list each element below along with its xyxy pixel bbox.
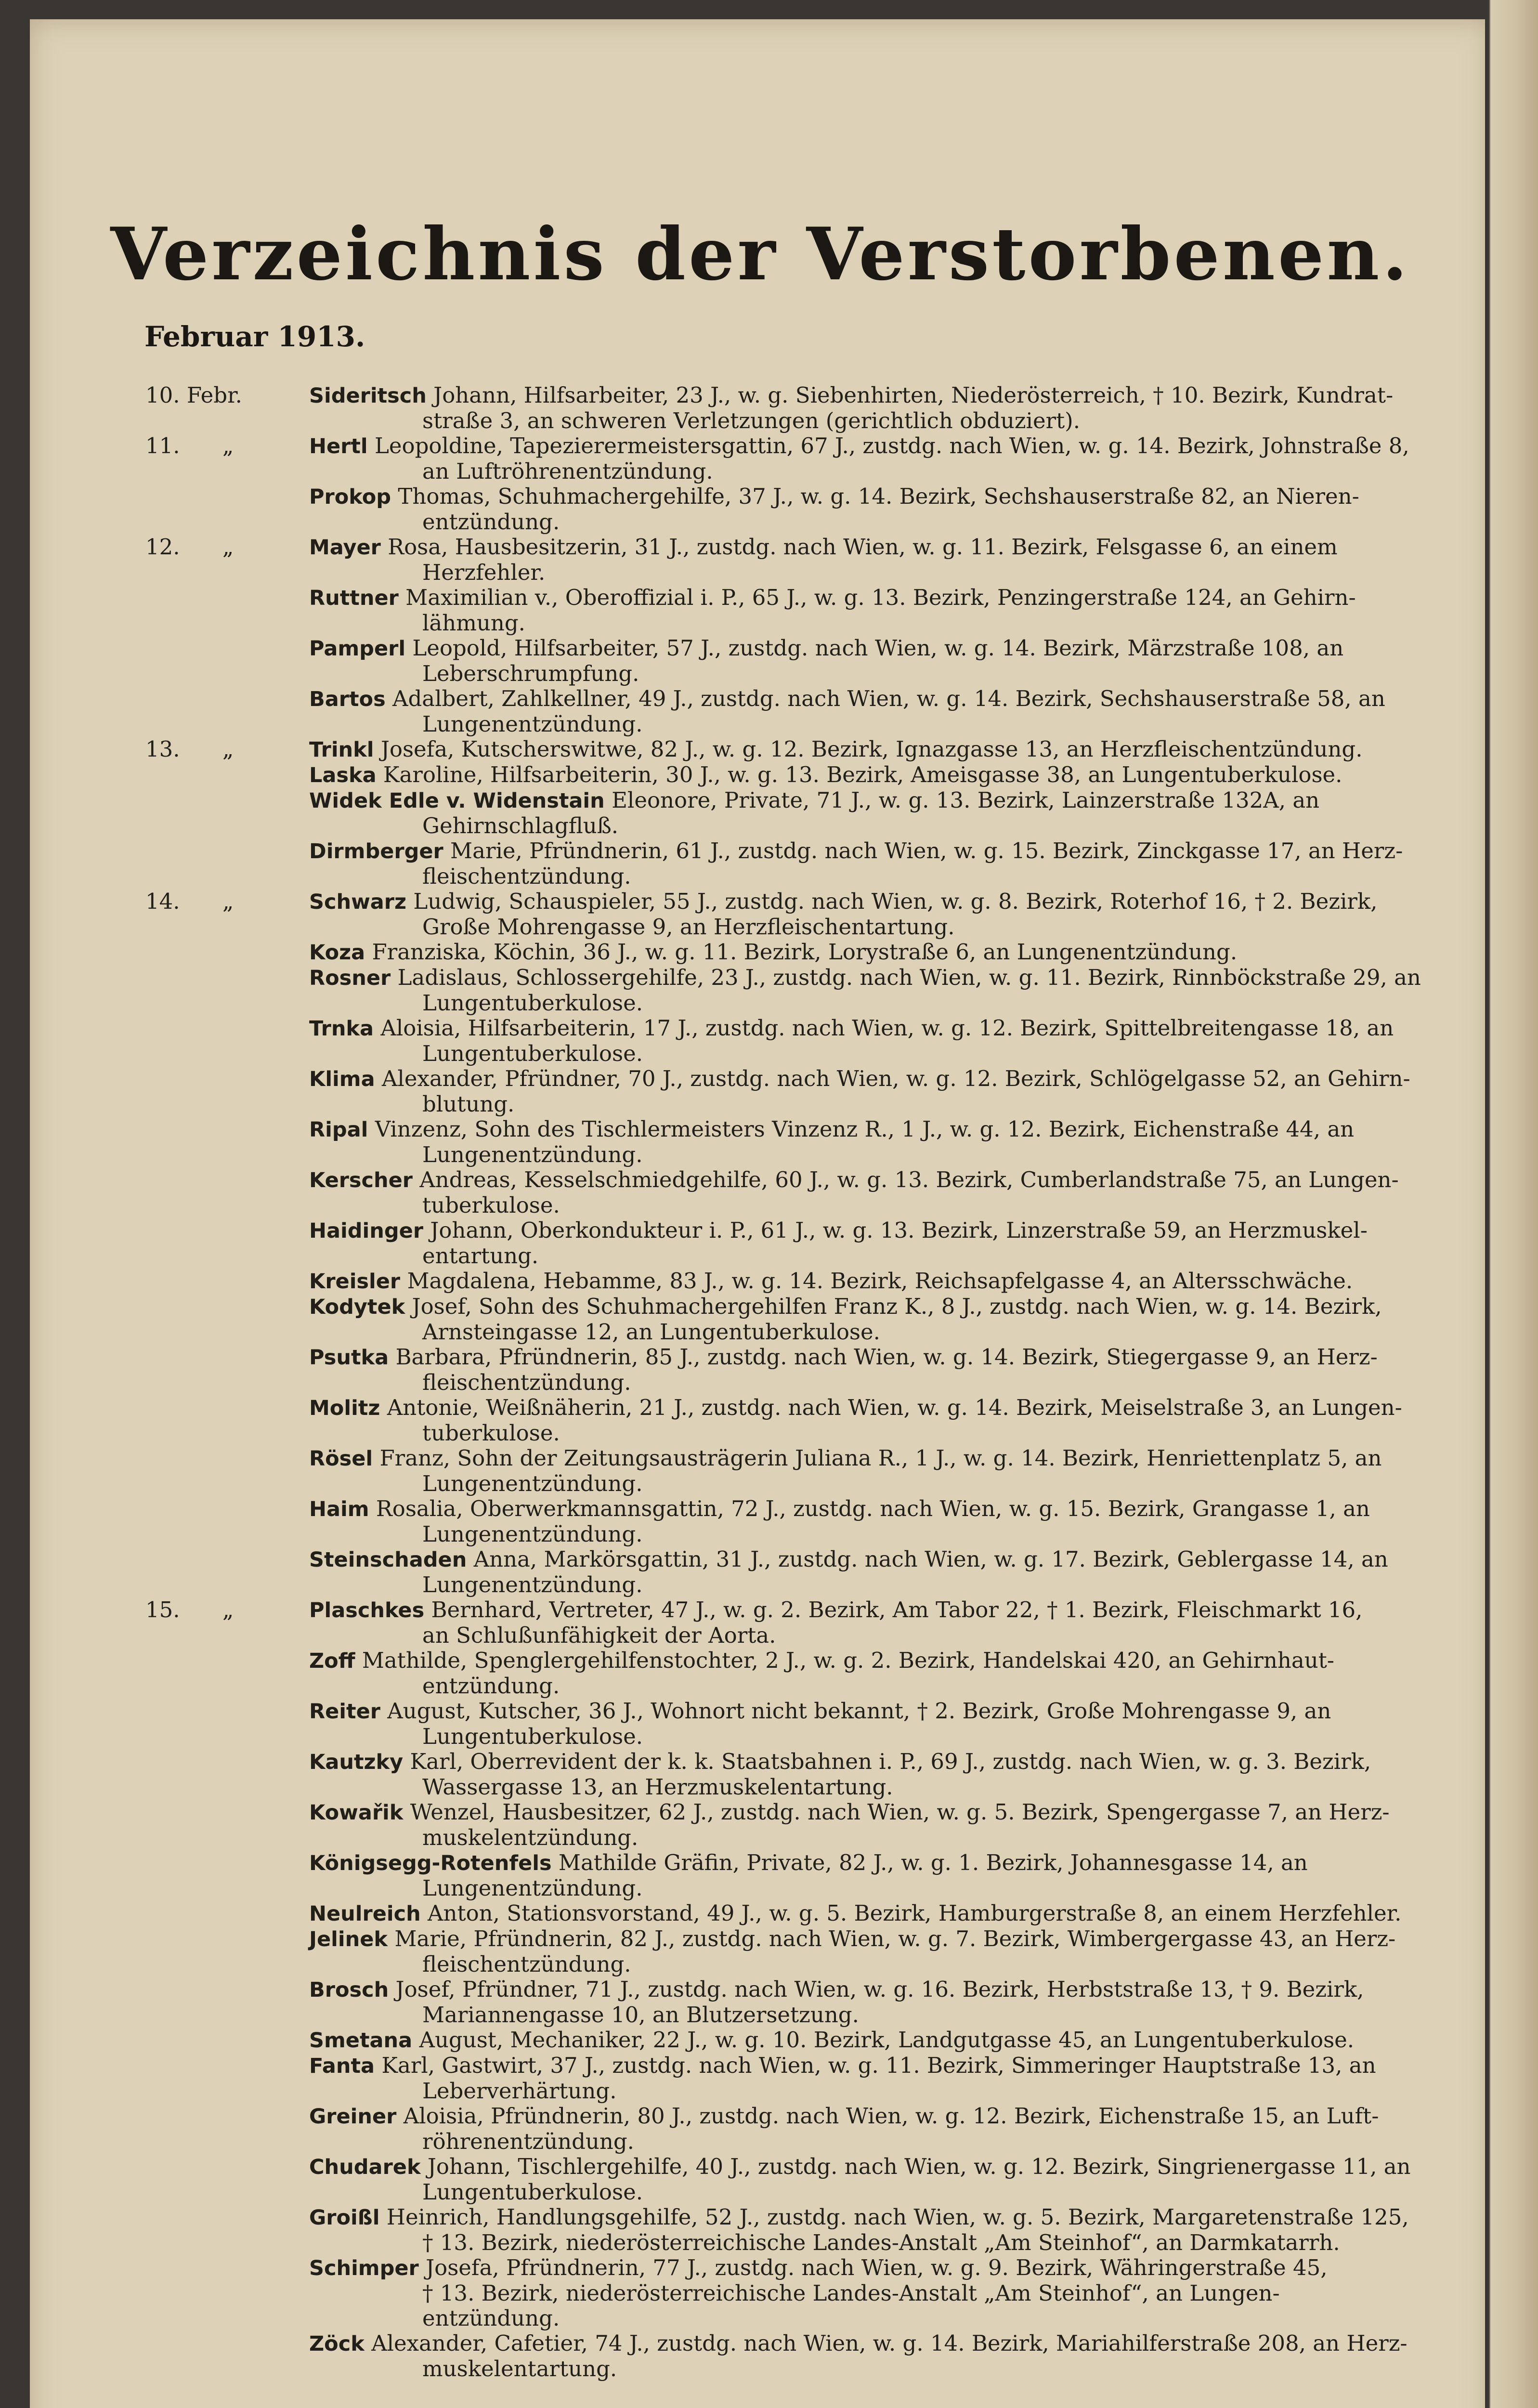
entry-continuation-line: entartung. <box>422 1243 539 1269</box>
register-entry <box>145 1901 1478 1926</box>
entry-surname: Prokop <box>309 485 391 509</box>
entry-line: Reiter August, Kutscher, 36 J., Wohnort nicht bekannt, † 2. Bezirk, Große Mohrengasse 9, an <box>309 1698 1331 1724</box>
register-entry <box>145 838 1478 889</box>
entry-continuation-line: Lungenentzündung. <box>422 1875 643 1901</box>
entry-surname: Haim <box>309 1497 369 1521</box>
entry-date <box>145 1597 309 1623</box>
register-entry <box>145 2154 1478 2205</box>
entry-surname: Plaschkes <box>309 1598 425 1623</box>
entry-date-text: 10. Febr. <box>145 382 242 408</box>
entry-surname: Rösel <box>309 1447 373 1471</box>
page-title: Verzeichnis der Verstorbenen. <box>110 212 1410 297</box>
entry-date-text: 15. <box>145 1597 180 1623</box>
entry-line: Ruttner Maximilian v., Oberoffizial i. P., 65 J., w. g. 13. Bezirk, Penzingerstraße 124, an Gehirn- <box>309 585 1356 610</box>
register-entry <box>145 889 1478 940</box>
ditto-mark: „ <box>222 736 234 762</box>
entry-surname: Kreisler <box>309 1269 401 1294</box>
entry-continuation-line: fleischentzündung. <box>422 1951 631 1977</box>
entry-line: Kowařik Wenzel, Hausbesitzer, 62 J., zustdg. nach Wien, w. g. 5. Bezirk, Spengergasse 7, an Herz- <box>309 1799 1390 1825</box>
entry-continuation-line: entzündung. <box>422 509 560 535</box>
entry-surname: Widek Edle v. Widenstain <box>309 789 605 813</box>
entry-continuation-line: Lungentuberkulose. <box>422 990 643 1016</box>
entry-continuation-line: Lungenentzündung. <box>422 1142 643 1167</box>
register-entry <box>145 1016 1478 1066</box>
entry-surname: Zöck <box>309 2332 365 2356</box>
entry-continuation-line: fleischentzündung. <box>422 864 631 889</box>
entry-continuation-line: muskelentartung. <box>422 2356 617 2382</box>
entry-surname: Chudarek <box>309 2155 421 2179</box>
entry-continuation-line: tuberkulose. <box>422 1192 560 1218</box>
entry-line: Steinschaden Anna, Markörsgattin, 31 J., zustdg. nach Wien, w. g. 17. Bezirk, Geblergasse 14, an <box>309 1546 1388 1572</box>
entry-line: Ripal Vinzenz, Sohn des Tischlermeisters Vinzenz R., 1 J., w. g. 12. Bezirk, Eichenstraße 44, an <box>309 1116 1355 1142</box>
death-register-list <box>145 383 1478 2382</box>
entry-line: Trinkl Josefa, Kutscherswitwe, 82 J., w. g. 12. Bezirk, Ignazgasse 13, an Herzfleischentzündung. <box>309 736 1363 762</box>
entry-continuation-line: straße 3, an schweren Verletzungen (gerichtlich obduziert). <box>422 408 1081 433</box>
entry-surname: Steinschaden <box>309 1548 467 1572</box>
month-heading: Februar 1913. <box>144 320 365 353</box>
entry-line: Klima Alexander, Pfründner, 70 J., zustdg. nach Wien, w. g. 12. Bezirk, Schlögelgasse 52, an Gehirn- <box>309 1066 1410 1091</box>
entry-surname: Brosch <box>309 1978 389 2002</box>
entry-surname: Koza <box>309 941 365 965</box>
register-entry <box>145 1117 1478 1167</box>
register-entry <box>145 1699 1478 1749</box>
entry-date <box>145 737 309 762</box>
entry-surname: Kerscher <box>309 1168 413 1192</box>
entry-continuation-line: lähmung. <box>422 610 525 636</box>
entry-line: Pamperl Leopold, Hilfsarbeiter, 57 J., zustdg. nach Wien, w. g. 14. Bezirk, Märzstraße 108, an <box>309 635 1344 661</box>
entry-line: Prokop Thomas, Schuhmachergehilfe, 37 J., w. g. 14. Bezirk, Sechshauserstraße 82, an Nieren- <box>309 484 1359 509</box>
entry-date <box>145 889 309 914</box>
entry-line: Smetana August, Mechaniker, 22 J., w. g. 10. Bezirk, Landgutgasse 45, an Lungentuberkulose. <box>309 2027 1355 2053</box>
entry-continuation-line: Lungentuberkulose. <box>422 2179 643 2205</box>
register-entry <box>145 1926 1478 1977</box>
entry-surname: Smetana <box>309 2028 413 2053</box>
register-entry <box>145 1294 1478 1345</box>
entry-surname: Dirmberger <box>309 839 443 864</box>
register-entry <box>145 1749 1478 1800</box>
entry-surname: Schwarz <box>309 890 407 914</box>
register-entry <box>145 1218 1478 1269</box>
register-entry <box>145 585 1478 636</box>
register-entry <box>145 1345 1478 1395</box>
entry-surname: Neulreich <box>309 1902 421 1926</box>
register-entry <box>145 2255 1478 2331</box>
entry-surname: Klima <box>309 1067 375 1091</box>
entry-continuation-line: Lungenentzündung. <box>422 711 643 737</box>
entry-surname: Greiner <box>309 2105 397 2129</box>
register-entry <box>145 1648 1478 1699</box>
entry-continuation-line: röhrenentzündung. <box>422 2129 634 2154</box>
entry-surname: Psutka <box>309 1346 389 1370</box>
register-entry <box>145 2053 1478 2104</box>
entry-line: Laska Karoline, Hilfsarbeiterin, 30 J., w. g. 13. Bezirk, Ameisgasse 38, an Lungentuberkulose. <box>309 762 1342 787</box>
register-entry <box>145 1800 1478 1850</box>
entry-surname: Schimper <box>309 2256 419 2280</box>
entry-line: Kodytek Josef, Sohn des Schuhmachergehilfen Franz K., 8 J., zustdg. nach Wien, w. g. 14. Bezirk, <box>309 1294 1382 1319</box>
entry-continuation-line: blutung. <box>422 1091 515 1117</box>
document-page <box>30 19 1491 2408</box>
entry-line: Bartos Adalbert, Zahlkellner, 49 J., zustdg. nach Wien, w. g. 14. Bezirk, Sechshauserstraße 58, an <box>309 686 1385 711</box>
entry-surname: Ruttner <box>309 586 399 610</box>
entry-surname: Kodytek <box>309 1295 405 1319</box>
entry-continuation-line: † 13. Bezirk, niederösterreichische Landes-Anstalt „Am Steinhof“, an Lungen- <box>422 2280 1280 2306</box>
entry-date-text: 11. <box>145 433 180 458</box>
entry-continuation-line: Lungentuberkulose. <box>422 1724 643 1749</box>
entry-line: Chudarek Johann, Tischlergehilfe, 40 J., zustdg. nach Wien, w. g. 12. Bezirk, Singrienergasse 11, an <box>309 2154 1411 2179</box>
entry-line: Mayer Rosa, Hausbesitzerin, 31 J., zustdg. nach Wien, w. g. 11. Bezirk, Felsgasse 6, an einem <box>309 534 1338 560</box>
entry-continuation-line: Lungenentzündung. <box>422 1521 643 1547</box>
entry-date <box>145 535 309 560</box>
entry-line: Psutka Barbara, Pfründnerin, 85 J., zustdg. nach Wien, w. g. 14. Bezirk, Stiegergasse 9, an Herz- <box>309 1344 1378 1370</box>
entry-surname: Mayer <box>309 536 381 560</box>
entry-line: Fanta Karl, Gastwirt, 37 J., zustdg. nach Wien, w. g. 11. Bezirk, Simmeringer Hauptstraße 13, an <box>309 2053 1376 2078</box>
entry-surname: Molitz <box>309 1396 380 1420</box>
entry-continuation-line: † 13. Bezirk, niederösterreichische Landes-Anstalt „Am Steinhof“, an Darmkatarrh. <box>422 2230 1340 2255</box>
entry-line: Plaschkes Bernhard, Vertreter, 47 J., w. g. 2. Bezirk, Am Tabor 22, † 1. Bezirk, Fleischmarkt 16, <box>309 1597 1363 1623</box>
entry-continuation-line: Lungenentzündung. <box>422 1572 643 1597</box>
entry-line: Jelinek Marie, Pfründnerin, 82 J., zustdg. nach Wien, w. g. 7. Bezirk, Wimbergergasse 43, an Herz- <box>309 1926 1396 1951</box>
register-entry <box>145 1547 1478 1597</box>
entry-surname: Reiter <box>309 1700 380 1724</box>
entry-line: Neulreich Anton, Stationsvorstand, 49 J., w. g. 5. Bezirk, Hamburgerstraße 8, an einem Herzfehler. <box>309 1900 1402 1926</box>
register-entry <box>145 2331 1478 2382</box>
entry-surname: Laska <box>309 763 377 787</box>
entry-line: Kerscher Andreas, Kesselschmiedgehilfe, 60 J., w. g. 13. Bezirk, Cumberlandstraße 75, an Lungen- <box>309 1167 1399 1192</box>
entry-surname: Zoff <box>309 1649 355 1673</box>
entry-continuation-line: Gehirnschlagfluß. <box>422 813 619 838</box>
next-page-edge <box>1485 0 1538 2408</box>
entry-date <box>145 433 309 458</box>
entry-line: Greiner Aloisia, Pfründnerin, 80 J., zustdg. nach Wien, w. g. 12. Bezirk, Eichenstraße 15, an Luft- <box>309 2103 1379 2129</box>
entry-surname: Kautzky <box>309 1750 404 1774</box>
entry-line: Widek Edle v. Widenstain Eleonore, Private, 71 J., w. g. 13. Bezirk, Lainzerstraße 132A, an <box>309 787 1320 813</box>
entry-line: Rösel Franz, Sohn der Zeitungsausträgerin Juliana R., 1 J., w. g. 14. Bezirk, Henriettenplatz 5, an <box>309 1445 1382 1471</box>
entry-line: Koza Franziska, Köchin, 36 J., w. g. 11. Bezirk, Lorystraße 6, an Lungenentzündung. <box>309 939 1238 965</box>
entry-line: Königsegg-Rotenfels Mathilde Gräfin, Private, 82 J., w. g. 1. Bezirk, Johannesgasse 14, an <box>309 1850 1308 1875</box>
entry-continuation-line: Leberschrumpfung. <box>422 661 639 686</box>
register-entry <box>145 1496 1478 1547</box>
entry-line: Molitz Antonie, Weißnäherin, 21 J., zustdg. nach Wien, w. g. 14. Bezirk, Meiselstraße 3, an Lungen- <box>309 1395 1402 1420</box>
entry-continuation-line: muskelentzündung. <box>422 1825 639 1850</box>
entry-line: Rosner Ladislaus, Schlossergehilfe, 23 J., zustdg. nach Wien, w. g. 11. Bezirk, Rinnböckstraße 29, an <box>309 965 1421 990</box>
entry-surname: Groißl <box>309 2206 380 2230</box>
register-entry <box>145 788 1478 838</box>
entry-surname: Trinkl <box>309 738 374 762</box>
register-entry <box>145 1269 1478 1294</box>
register-entry <box>145 1066 1478 1117</box>
entry-line: Trnka Aloisia, Hilfsarbeiterin, 17 J., zustdg. nach Wien, w. g. 12. Bezirk, Spittelbreitengasse 18, an <box>309 1015 1394 1041</box>
register-entry <box>145 940 1478 965</box>
entry-continuation-line: Herzfehler. <box>422 560 546 585</box>
entry-continuation-line: fleischentzündung. <box>422 1370 631 1395</box>
register-entry <box>145 2205 1478 2255</box>
entry-line: Haidinger Johann, Oberkondukteur i. P., 61 J., w. g. 13. Bezirk, Linzerstraße 59, an Herzmuskel- <box>309 1217 1368 1243</box>
ditto-mark: „ <box>222 534 234 560</box>
entry-continuation-line: Arnsteingasse 12, an Lungentuberkulose. <box>422 1319 880 1345</box>
ditto-mark: „ <box>222 1597 234 1623</box>
entry-line: Kreisler Magdalena, Hebamme, 83 J., w. g. 14. Bezirk, Reichsapfelgasse 4, an Altersschwäche. <box>309 1268 1353 1294</box>
register-entry <box>145 433 1478 484</box>
entry-line: Dirmberger Marie, Pfründnerin, 61 J., zustdg. nach Wien, w. g. 15. Bezirk, Zinckgasse 17, an Herz- <box>309 838 1403 864</box>
entry-line: Schimper Josefa, Pfründnerin, 77 J., zustdg. nach Wien, w. g. 9. Bezirk, Währingerstraße 45, <box>309 2255 1328 2280</box>
entry-continuation-line: Wassergasse 13, an Herzmuskelentartung. <box>422 1774 893 1800</box>
entry-surname: Trnka <box>309 1017 374 1041</box>
entry-line: Zoff Mathilde, Spenglergehilfenstochter, 2 J., w. g. 2. Bezirk, Handelskai 420, an Gehirnhaut- <box>309 1648 1334 1673</box>
entry-line: Brosch Josef, Pfründner, 71 J., zustdg. nach Wien, w. g. 16. Bezirk, Herbststraße 13, † 9. Bezirk, <box>309 1976 1364 2002</box>
entry-date-text: 14. <box>145 889 180 914</box>
register-entry <box>145 2028 1478 2053</box>
register-entry <box>145 2104 1478 2154</box>
entry-continuation-line: an Schlußunfähigkeit der Aorta. <box>422 1623 776 1648</box>
ditto-mark: „ <box>222 889 234 914</box>
entry-surname: Kowařik <box>309 1801 404 1825</box>
entry-continuation-line: an Luftröhrenentzündung. <box>422 458 713 484</box>
entry-surname: Hertl <box>309 434 368 458</box>
entry-surname: Rosner <box>309 966 391 990</box>
entry-surname: Sideritsch <box>309 384 427 408</box>
entry-continuation-line: Mariannengasse 10, an Blutzersetzung. <box>422 2002 859 2028</box>
entry-line: Kautzky Karl, Oberrevident der k. k. Staatsbahnen i. P., 69 J., zustdg. nach Wien, w. g. 3. Bezirk, <box>309 1749 1371 1774</box>
register-entry <box>145 1395 1478 1446</box>
register-entry <box>145 686 1478 737</box>
entry-date-text: 13. <box>145 736 180 762</box>
entry-date <box>145 383 309 408</box>
entry-surname: Ripal <box>309 1118 368 1142</box>
entry-surname: Fanta <box>309 2054 375 2078</box>
register-entry <box>145 1167 1478 1218</box>
register-entry <box>145 1597 1478 1648</box>
register-entry <box>145 1850 1478 1901</box>
entry-surname: Haidinger <box>309 1219 424 1243</box>
register-entry <box>145 737 1478 762</box>
entry-surname: Bartos <box>309 687 386 711</box>
entry-line: Haim Rosalia, Oberwerkmannsgattin, 72 J., zustdg. nach Wien, w. g. 15. Bezirk, Grangasse 1, an <box>309 1496 1370 1521</box>
entry-continuation-line: entzündung. <box>422 1673 560 1699</box>
register-entry <box>145 1977 1478 2028</box>
entry-continuation-line: tuberkulose. <box>422 1420 560 1446</box>
register-entry <box>145 636 1478 686</box>
ditto-mark: „ <box>222 433 234 458</box>
register-entry <box>145 965 1478 1016</box>
entry-line: Groißl Heinrich, Handlungsgehilfe, 52 J., zustdg. nach Wien, w. g. 5. Bezirk, Margaretenstraße 125, <box>309 2204 1409 2230</box>
register-entry <box>145 535 1478 585</box>
entry-continuation-line: Lungentuberkulose. <box>422 1041 643 1066</box>
register-entry <box>145 484 1478 535</box>
entry-continuation-line: Große Mohrengasse 9, an Herzfleischentartung. <box>422 914 955 940</box>
entry-surname: Königsegg-Rotenfels <box>309 1851 552 1875</box>
entry-continuation-line: Leberverhärtung. <box>422 2078 617 2104</box>
register-entry <box>145 762 1478 788</box>
register-entry <box>145 383 1478 433</box>
entry-line: Sideritsch Johann, Hilfsarbeiter, 23 J., w. g. Siebenhirten, Niederösterreich, † 10. Bezirk, Kundrat- <box>309 382 1394 408</box>
entry-continuation-line: entzündung. <box>422 2305 560 2331</box>
entry-line: Hertl Leopoldine, Tapezierermeistersgattin, 67 J., zustdg. nach Wien, w. g. 14. Bezirk, Johnstraße 8, <box>309 433 1409 458</box>
entry-line: Zöck Alexander, Cafetier, 74 J., zustdg. nach Wien, w. g. 14. Bezirk, Mariahilferstraße 208, an Herz- <box>309 2330 1408 2356</box>
entry-continuation-line: Lungenentzündung. <box>422 1471 643 1496</box>
register-entry <box>145 1446 1478 1496</box>
entry-surname: Jelinek <box>309 1927 388 1951</box>
entry-line: Schwarz Ludwig, Schauspieler, 55 J., zustdg. nach Wien, w. g. 8. Bezirk, Roterhof 16, † 2. Bezirk, <box>309 889 1378 914</box>
entry-surname: Pamperl <box>309 637 406 661</box>
entry-date-text: 12. <box>145 534 180 560</box>
